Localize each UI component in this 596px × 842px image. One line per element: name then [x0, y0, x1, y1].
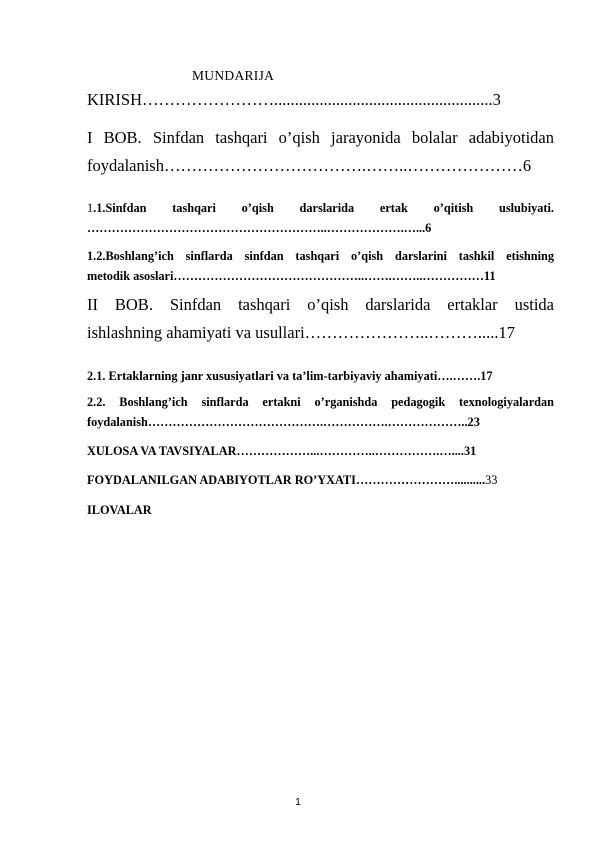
toc-entry-section-1-2	[87, 246, 554, 286]
toc-entry-chapter-1-page: foydalanish……………………………….……..…………………6	[87, 156, 532, 175]
toc-entry-chapter-2	[87, 291, 554, 347]
toc-entry-xulosa: XULOSA VA TAVSIYALAR………………...…………..…………….…....31	[87, 444, 477, 458]
toc-entry-section-1-1-page: …………………………………………………..……………….…...6	[87, 221, 432, 235]
toc-entry-section-1-1	[87, 198, 554, 238]
toc-entry-foydalanilgan-page: 33	[485, 473, 498, 487]
toc-entry-chapter-1-title: I BOB. Sinfdan tashqari o’qish jarayonida bolalar adabiyotidan	[87, 128, 554, 147]
toc-entry-chapter-1	[87, 124, 554, 180]
toc-entry-section-1-1-number: 1	[87, 201, 94, 215]
toc-entry-chapter-2-page: ishlashning ahamiyati va usullari…………………..……….....17	[87, 323, 516, 342]
toc-entry-section-1-1-title	[87, 198, 554, 218]
toc-entry-section-1-2-page: metodik asoslari………………………………………..…….……..……………11	[87, 269, 496, 283]
toc-entry-foydalanilgan-text: FOYDALANILGAN ADABIYOTLAR RO’YXATI……………………..........	[87, 473, 486, 487]
toc-entry-chapter-2-title: II BOB. Sinfdan tashqari o’qish darslarida ertaklar ustida	[87, 295, 554, 314]
toc-entry-section-2-2	[87, 392, 554, 432]
toc-entry-section-2-1: 2.1. Ertaklarning janr xususiyatlari va ta’lim-tarbiyaviy ahamiyati….…….17	[87, 369, 493, 383]
toc-entry-ilovalar: ILOVALAR	[87, 503, 152, 517]
page-number: 1	[295, 797, 301, 808]
toc-entry-section-2-2-page: foydalanish…………………………………….…………….………………..23	[87, 415, 480, 429]
toc-entry-kirish: KIRISH…………………….....................................................3	[87, 90, 501, 109]
toc-entry-section-1-1-text: .1.Sinfdan tashqari o’qish darslarida ertak o’qitish uslubiyati.	[93, 201, 554, 215]
toc-title: MUNDARIJA	[192, 68, 275, 83]
toc-entry-section-2-2-title: 2.2. Boshlang’ich sinflarda ertakni o’rganishda pedagogik texnologiyalardan	[87, 395, 554, 409]
toc-entry-foydalanilgan	[87, 470, 554, 490]
toc-entry-section-1-2-title: 1.2.Boshlang’ich sinflarda sinfdan tashqari o’qish darslarini tashkil etishning	[87, 249, 554, 263]
